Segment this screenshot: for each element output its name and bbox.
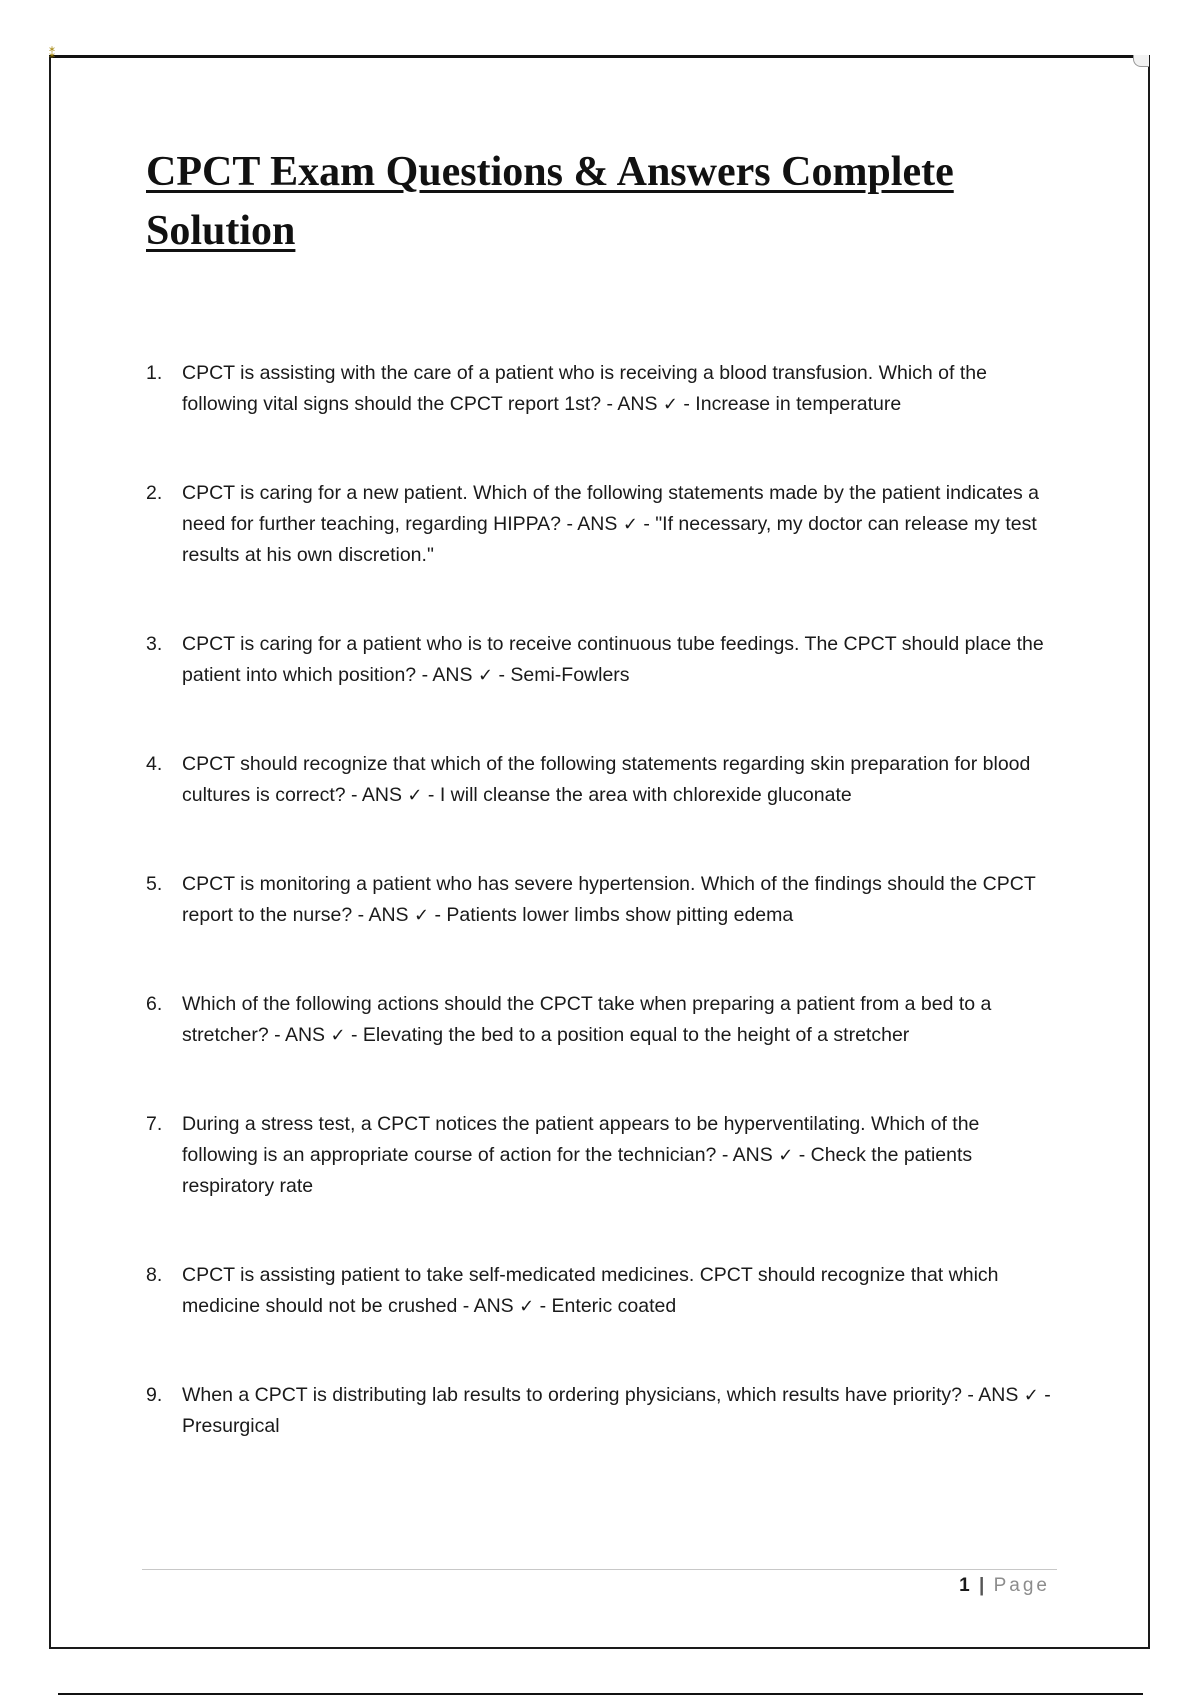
item-number: 7. [146,1113,163,1135]
list-item [146,629,1051,691]
list-item [146,749,1051,811]
question-text: Which of the following actions should the CPCT take when preparing a patient from a bed to a stretcher? - ANS [182,993,992,1046]
answer-text: - Check the patients respiratory rate [182,1144,973,1197]
item-number: 2. [146,482,163,504]
answer-text: - I will cleanse the area with chlorexide gluconate [427,784,852,806]
answer-text: - Patients lower limbs show pitting edema [434,904,794,926]
question-text: CPCT is monitoring a patient who has severe hypertension. Which of the findings should the CPCT report to the nurse? - ANS [182,873,1036,926]
list-item [146,1109,1051,1202]
page-number: 1 [959,1575,970,1596]
checkmark-icon: ✓ [662,394,678,415]
page-title: CPCT Exam Questions & Answers Complete Solution [146,149,954,254]
item-number: 8. [146,1264,163,1286]
footer-divider [142,1569,1057,1570]
list-item [146,1260,1051,1322]
question-text: CPCT is assisting with the care of a patient who is receiving a blood transfusion. Which of the following vital signs should the CPCT report 1st? - ANS [182,362,987,415]
question-text: CPCT is assisting patient to take self-medicated medicines. CPCT should recognize that which medicine should not be crushed - ANS [182,1264,999,1317]
checkmark-icon: ✓ [330,1025,346,1046]
question-text: CPCT is caring for a patient who is to receive continuous tube feedings. The CPCT should place the patient into which position? - ANS [182,633,1044,686]
bottom-divider [58,1693,1143,1695]
list-item [146,869,1051,931]
checkmark-icon: ✓ [407,785,423,806]
list-item [146,478,1051,571]
page-footer [959,1574,1050,1598]
question-text: When a CPCT is distributing lab results to ordering physicians, which results have priority? - ANS [182,1384,1019,1406]
item-number: 5. [146,873,163,895]
answer-text: - Enteric coated [539,1295,677,1317]
item-number: 4. [146,753,163,775]
checkmark-icon: ✓ [622,514,638,535]
list-item [146,358,1051,420]
item-number: 3. [146,633,163,655]
checkmark-icon: ✓ [778,1145,794,1166]
checkmark-icon: ✓ [519,1296,535,1317]
item-number: 6. [146,993,163,1015]
item-number: 1. [146,362,163,384]
anchor-marker-icon: ⁑ [49,47,55,61]
answer-text: - Elevating the bed to a position equal to the height of a stretcher [351,1024,910,1046]
footer-separator: | [979,1575,985,1596]
question-list [146,358,1051,1500]
answer-text: - Semi-Fowlers [498,664,630,686]
question-text: During a stress test, a CPCT notices the patient appears to be hyperventilating. Which of the following is an appropriate course of action for the technician? - ANS [182,1113,980,1166]
page-label: Page [993,1575,1050,1596]
answer-text: - Increase in temperature [683,393,902,415]
list-item [146,1380,1051,1442]
question-text: CPCT should recognize that which of the following statements regarding skin preparation for blood cultures is correct? - ANS [182,753,1031,806]
checkmark-icon: ✓ [1023,1385,1039,1406]
checkmark-icon: ✓ [477,665,494,686]
answer-text: - "If necessary, my doctor can release my test results at his own discretion." [182,513,1037,566]
page-curl-icon [1133,55,1149,67]
checkmark-icon: ✓ [413,905,430,926]
answer-text: - Presurgical [182,1384,1051,1437]
item-number: 9. [146,1384,163,1406]
list-item [146,989,1051,1051]
question-text: CPCT is caring for a new patient. Which of the following statements made by the patient indicates a need for further teaching, regarding HIPPA? - ANS [182,482,1040,535]
